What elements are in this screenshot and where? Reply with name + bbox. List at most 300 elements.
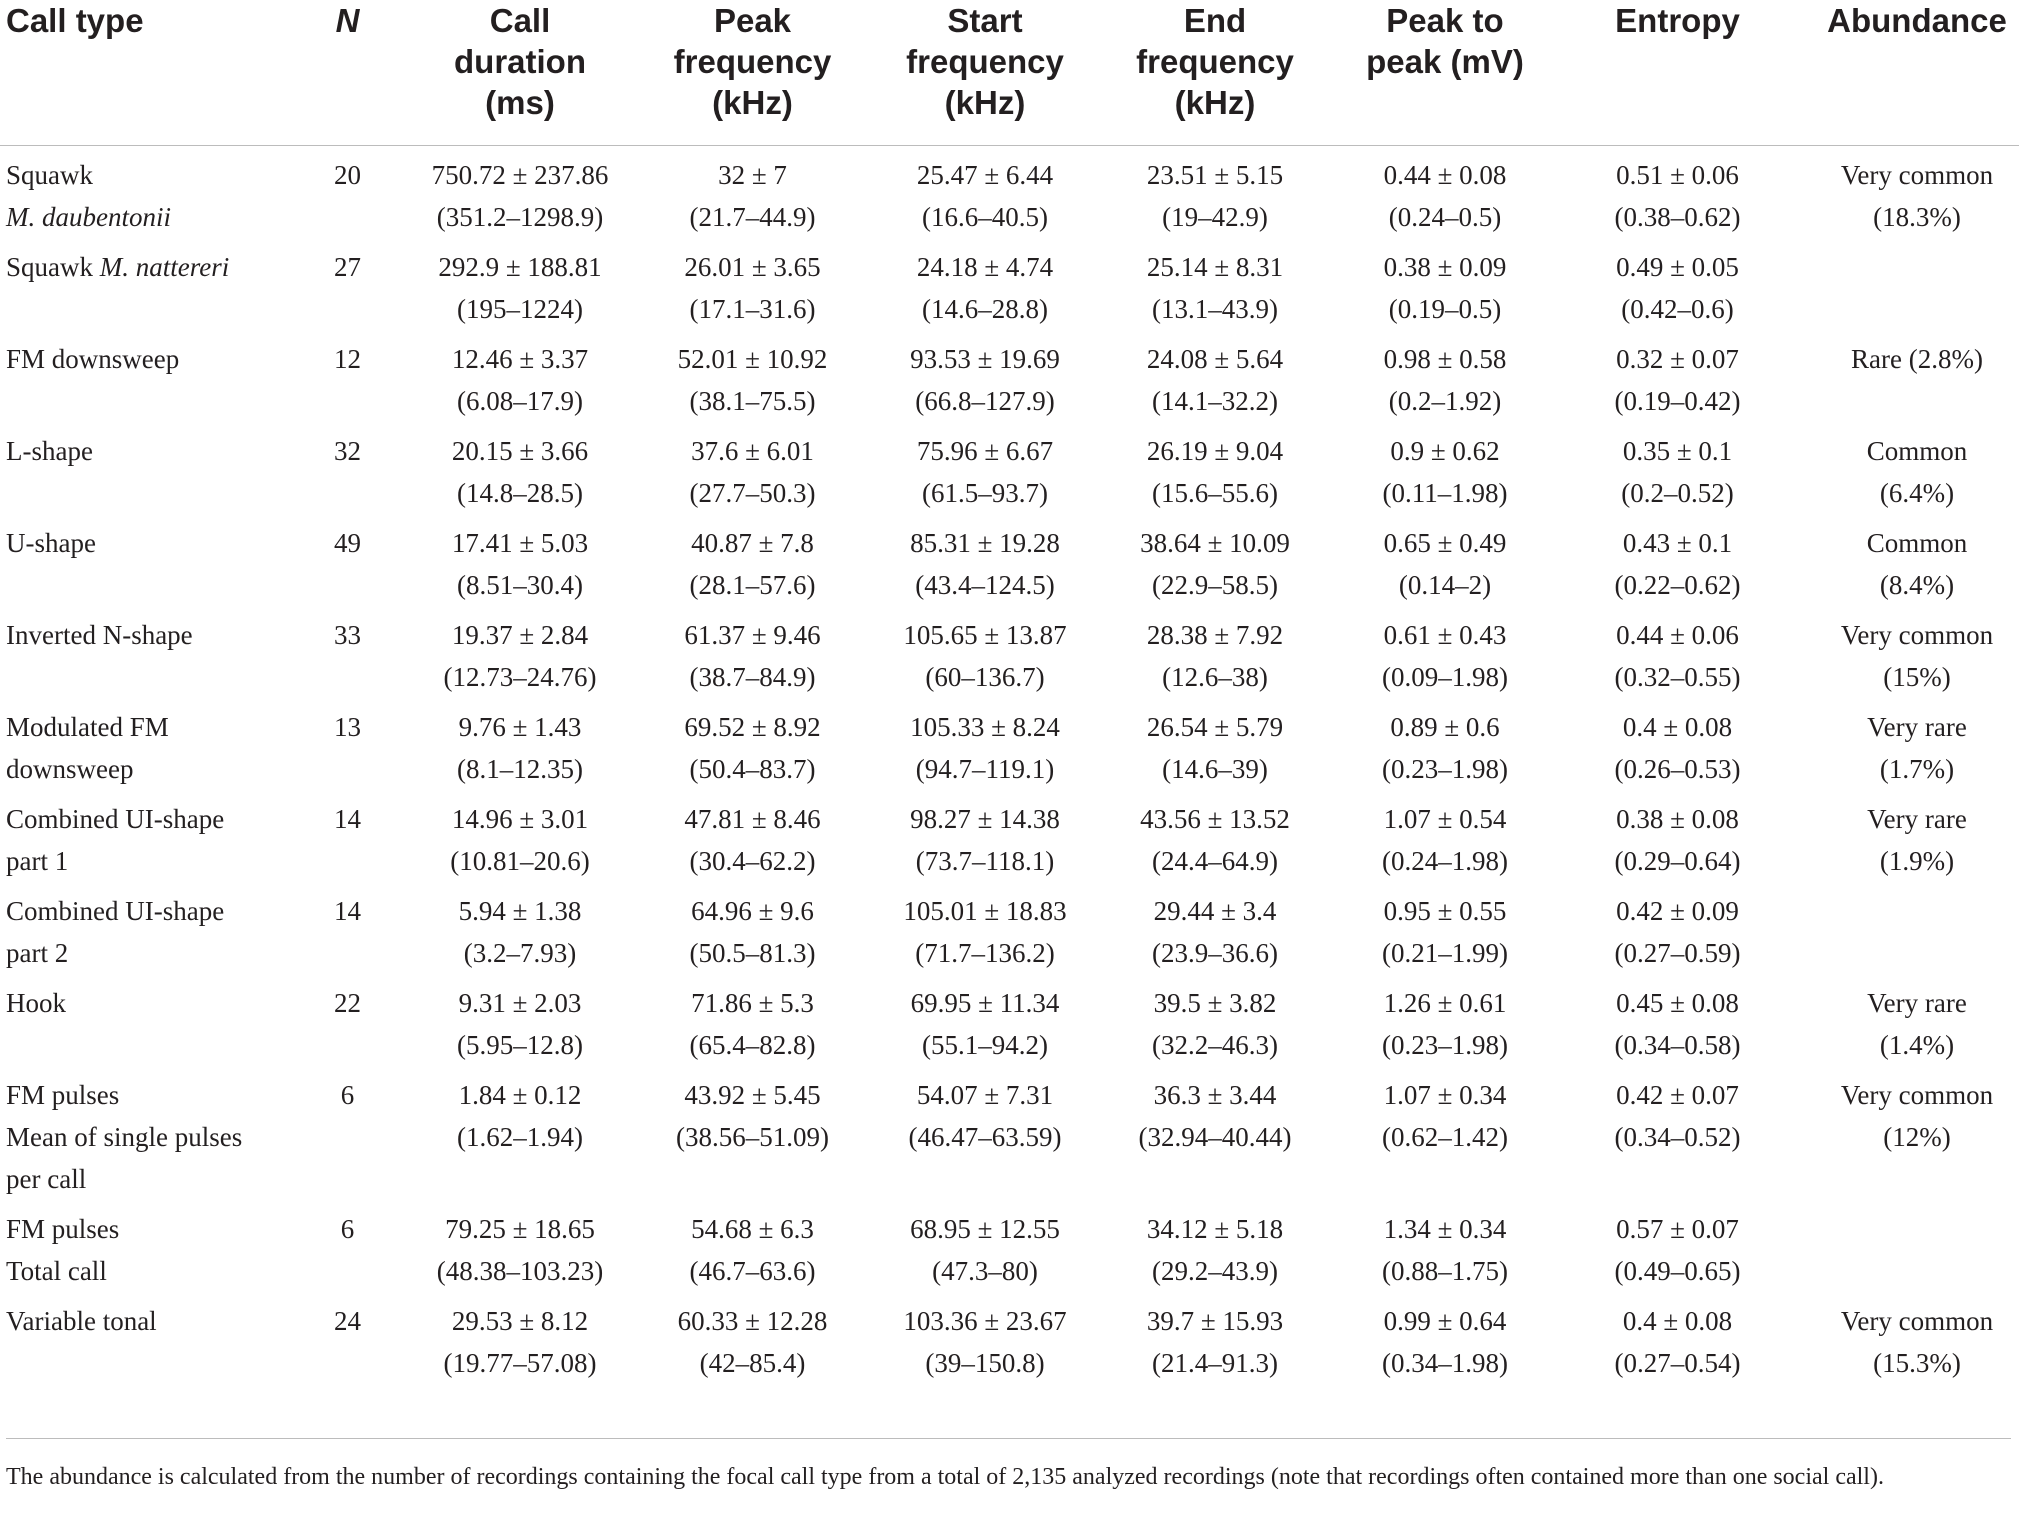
- entropy-line: (0.27–0.59): [1614, 938, 1741, 968]
- p2p-line: 1.07 ± 0.34: [1383, 1080, 1507, 1110]
- cell-start: [870, 890, 1100, 974]
- start-line: 98.27 ± 14.38: [910, 804, 1060, 834]
- peak-line: (42–85.4): [699, 1348, 806, 1378]
- abundance-line: (1.7%): [1879, 754, 1955, 784]
- row-spacer: [0, 1200, 2019, 1208]
- duration-line: (351.2–1298.9): [436, 202, 604, 232]
- peak-line: 60.33 ± 12.28: [677, 1306, 828, 1336]
- cell-n: 6: [340, 1080, 355, 1110]
- cell-peak: [635, 430, 870, 514]
- cell-p2p: [1330, 154, 1560, 238]
- duration-line: (6.08–17.9): [457, 386, 583, 416]
- cell-entropy: [1560, 338, 1795, 422]
- duration-line: (48.38–103.23): [436, 1256, 604, 1286]
- call-type-line: FM pulses: [6, 1080, 120, 1110]
- cell-abundance: [1795, 706, 2019, 790]
- cell-duration: [405, 890, 635, 974]
- row-spacer: [0, 882, 2019, 890]
- table-row: [0, 522, 2019, 606]
- entropy-line: 0.44 ± 0.06: [1616, 620, 1739, 650]
- cell-abundance: [1795, 246, 2019, 330]
- cell-duration: [405, 430, 635, 514]
- start-line: (55.1–94.2): [922, 1030, 1048, 1060]
- abundance-line: Very rare: [1867, 988, 1967, 1018]
- duration-line: (5.95–12.8): [457, 1030, 583, 1060]
- start-line: 105.65 ± 13.87: [903, 620, 1067, 650]
- start-line: 93.53 ± 19.69: [910, 344, 1060, 374]
- cell-call-type: [0, 798, 290, 882]
- p2p-line: 0.65 ± 0.49: [1383, 528, 1507, 558]
- row-spacer: [0, 422, 2019, 430]
- header-peak-frequency: Peak frequency (kHz): [673, 2, 832, 121]
- duration-line: (10.81–20.6): [450, 846, 590, 876]
- cell-duration: [405, 798, 635, 882]
- abundance-line: Common: [1866, 436, 1968, 466]
- cell-call-type: [0, 982, 290, 1066]
- cell-abundance: [1795, 1208, 2019, 1292]
- cell-peak: [635, 1208, 870, 1292]
- table-body: [0, 146, 2019, 1393]
- cell-end: [1100, 798, 1330, 882]
- cell-start: [870, 706, 1100, 790]
- peak-line: 71.86 ± 5.3: [691, 988, 814, 1018]
- cell-duration: [405, 522, 635, 606]
- start-line: 68.95 ± 12.55: [910, 1214, 1060, 1244]
- cell-start: [870, 1300, 1100, 1384]
- entropy-line: 0.38 ± 0.08: [1616, 804, 1739, 834]
- cell-peak: [635, 1300, 870, 1384]
- entropy-line: 0.57 ± 0.07: [1616, 1214, 1739, 1244]
- peak-line: 40.87 ± 7.8: [691, 528, 814, 558]
- cell-duration: [405, 1300, 635, 1384]
- table-row: [0, 706, 2019, 790]
- call-type-line: part 1: [6, 846, 69, 876]
- cell-duration: [405, 338, 635, 422]
- cell-start: [870, 154, 1100, 238]
- start-line: 105.01 ± 18.83: [903, 896, 1067, 926]
- peak-line: 52.01 ± 10.92: [677, 344, 828, 374]
- cell-peak: [635, 522, 870, 606]
- cell-n: 20: [334, 160, 361, 190]
- cell-abundance: [1795, 338, 2019, 422]
- cell-peak: [635, 154, 870, 238]
- cell-call-type: [0, 890, 290, 974]
- entropy-line: (0.34–0.52): [1614, 1122, 1741, 1152]
- peak-line: 32 ± 7: [718, 160, 787, 190]
- call-type-line: Inverted N-shape: [6, 620, 193, 650]
- cell-peak: [635, 798, 870, 882]
- p2p-line: 0.44 ± 0.08: [1383, 160, 1507, 190]
- cell-call-type: [0, 1300, 290, 1384]
- p2p-line: 0.61 ± 0.43: [1383, 620, 1507, 650]
- cell-call-type: [0, 522, 290, 606]
- cell-call-type: [0, 338, 290, 422]
- duration-line: (1.62–1.94): [457, 1122, 583, 1152]
- cell-end: [1100, 982, 1330, 1066]
- entropy-line: (0.27–0.54): [1614, 1348, 1741, 1378]
- entropy-line: 0.45 ± 0.08: [1616, 988, 1739, 1018]
- cell-end: [1100, 522, 1330, 606]
- row-spacer: [0, 790, 2019, 798]
- call-type-line: Combined UI-shape: [6, 896, 225, 926]
- entropy-line: 0.42 ± 0.09: [1616, 896, 1739, 926]
- end-line: 25.14 ± 8.31: [1146, 252, 1284, 282]
- cell-start: [870, 1208, 1100, 1292]
- cell-entropy: [1560, 1208, 1795, 1292]
- cell-end: [1100, 1300, 1330, 1384]
- duration-line: 29.53 ± 8.12: [451, 1306, 589, 1336]
- p2p-line: (0.62–1.42): [1382, 1122, 1508, 1152]
- cell-entropy: [1560, 890, 1795, 974]
- entropy-line: (0.2–0.52): [1621, 478, 1734, 508]
- peak-line: 69.52 ± 8.92: [684, 712, 821, 742]
- peak-line: (38.56–51.09): [676, 1122, 829, 1152]
- p2p-line: (0.23–1.98): [1382, 1030, 1508, 1060]
- cell-entropy: [1560, 614, 1795, 698]
- entropy-line: 0.51 ± 0.06: [1616, 160, 1739, 190]
- entropy-line: (0.42–0.6): [1621, 294, 1734, 324]
- call-type-line: per call: [6, 1164, 87, 1194]
- end-line: 26.19 ± 9.04: [1146, 436, 1284, 466]
- peak-line: 26.01 ± 3.65: [684, 252, 821, 282]
- call-type-line: Variable tonal: [6, 1306, 157, 1336]
- cell-entropy: [1560, 1074, 1795, 1200]
- entropy-line: (0.34–0.58): [1614, 1030, 1741, 1060]
- duration-line: (8.1–12.35): [457, 754, 583, 784]
- abundance-line: (12%): [1883, 1122, 1951, 1152]
- cell-abundance: [1795, 154, 2019, 238]
- entropy-line: 0.35 ± 0.1: [1622, 436, 1733, 466]
- cell-start: [870, 982, 1100, 1066]
- cell-n: 33: [334, 620, 361, 650]
- end-line: (21.4–91.3): [1152, 1348, 1278, 1378]
- header-duration: Call duration (ms): [454, 2, 586, 121]
- p2p-line: 0.89 ± 0.6: [1390, 712, 1500, 742]
- end-line: 29.44 ± 3.4: [1153, 896, 1277, 926]
- row-spacer: [0, 330, 2019, 338]
- start-line: (14.6–28.8): [922, 294, 1048, 324]
- start-line: (46.47–63.59): [908, 1122, 1062, 1152]
- cell-call-type: [0, 1074, 290, 1200]
- end-line: (32.2–46.3): [1152, 1030, 1278, 1060]
- cell-call-type: [0, 614, 290, 698]
- entropy-line: 0.32 ± 0.07: [1616, 344, 1739, 374]
- p2p-line: 1.07 ± 0.54: [1383, 804, 1507, 834]
- row-spacer: [0, 1066, 2019, 1074]
- duration-line: 19.37 ± 2.84: [451, 620, 589, 650]
- start-line: 103.36 ± 23.67: [903, 1306, 1067, 1336]
- abundance-line: (15.3%): [1873, 1348, 1961, 1378]
- peak-line: (27.7–50.3): [689, 478, 816, 508]
- abundance-line: (15%): [1883, 662, 1951, 692]
- footnote: The abundance is calculated from the number of recordings containing the focal call type from a total of 2,135 analyzed recordings (note that recordings often contained more than one social call).: [6, 1464, 1884, 1490]
- entropy-line: (0.26–0.53): [1614, 754, 1741, 784]
- table-row: [0, 982, 2019, 1066]
- call-type-line: Total call: [6, 1256, 107, 1286]
- call-type-line: part 2: [6, 938, 69, 968]
- cell-n: 14: [334, 804, 361, 834]
- cell-call-type: [0, 430, 290, 514]
- p2p-line: (0.34–1.98): [1382, 1348, 1508, 1378]
- cell-end: [1100, 154, 1330, 238]
- row-spacer: [0, 606, 2019, 614]
- p2p-line: (0.2–1.92): [1388, 386, 1502, 416]
- call-type-line: Squawk: [6, 252, 100, 282]
- cell-call-type: [0, 154, 290, 238]
- end-line: 34.12 ± 5.18: [1146, 1214, 1284, 1244]
- start-line: 105.33 ± 8.24: [910, 712, 1060, 742]
- call-type-line: Mean of single pulses: [6, 1122, 243, 1152]
- start-line: (61.5–93.7): [922, 478, 1048, 508]
- end-line: 39.7 ± 15.93: [1146, 1306, 1284, 1336]
- cell-start: [870, 614, 1100, 698]
- spacer: [0, 146, 2019, 154]
- end-line: 36.3 ± 3.44: [1153, 1080, 1277, 1110]
- cell-entropy: [1560, 246, 1795, 330]
- cell-p2p: [1330, 890, 1560, 974]
- duration-line: 1.84 ± 0.12: [458, 1080, 582, 1110]
- cell-duration: [405, 1074, 635, 1200]
- footnote-rule: [6, 1438, 2011, 1439]
- cell-duration: [405, 982, 635, 1066]
- table-row: [0, 798, 2019, 882]
- end-line: (29.2–43.9): [1152, 1256, 1278, 1286]
- entropy-line: (0.49–0.65): [1614, 1256, 1741, 1286]
- duration-line: 750.72 ± 237.86: [431, 160, 609, 190]
- duration-line: 9.76 ± 1.43: [458, 712, 582, 742]
- duration-line: 14.96 ± 3.01: [451, 804, 589, 834]
- cell-peak: [635, 982, 870, 1066]
- entropy-line: 0.4 ± 0.08: [1622, 1306, 1733, 1336]
- row-spacer: [0, 514, 2019, 522]
- cell-end: [1100, 338, 1330, 422]
- cell-start: [870, 798, 1100, 882]
- cell-abundance: [1795, 982, 2019, 1066]
- start-line: (94.7–119.1): [915, 754, 1055, 784]
- abundance-line: Very common: [1840, 1080, 1994, 1110]
- start-line: 54.07 ± 7.31: [916, 1080, 1054, 1110]
- header-abundance: Abundance: [1827, 2, 2007, 39]
- duration-line: 79.25 ± 18.65: [445, 1214, 595, 1244]
- call-type-line: U-shape: [6, 528, 96, 558]
- duration-line: 9.31 ± 2.03: [458, 988, 582, 1018]
- cell-n: 22: [334, 988, 361, 1018]
- cell-end: [1100, 430, 1330, 514]
- entropy-line: 0.4 ± 0.08: [1622, 712, 1733, 742]
- abundance-line: Very common: [1840, 160, 1994, 190]
- cell-p2p: [1330, 246, 1560, 330]
- abundance-line: Very common: [1840, 1306, 1994, 1336]
- entropy-line: 0.43 ± 0.1: [1622, 528, 1733, 558]
- cell-p2p: [1330, 430, 1560, 514]
- entropy-line: (0.32–0.55): [1614, 662, 1741, 692]
- table-row: [0, 338, 2019, 422]
- p2p-line: 0.38 ± 0.09: [1383, 252, 1507, 282]
- cell-p2p: [1330, 982, 1560, 1066]
- duration-line: 12.46 ± 3.37: [451, 344, 589, 374]
- end-line: 26.54 ± 5.79: [1146, 712, 1284, 742]
- peak-line: (30.4–62.2): [689, 846, 816, 876]
- entropy-line: 0.42 ± 0.07: [1616, 1080, 1739, 1110]
- abundance-line: Very common: [1840, 620, 1994, 650]
- cell-end: [1100, 1074, 1330, 1200]
- header-call-type: Call type: [6, 2, 144, 39]
- peak-line: (65.4–82.8): [689, 1030, 816, 1060]
- call-type-line: Squawk: [6, 160, 93, 190]
- start-line: (71.7–136.2): [915, 938, 1055, 968]
- cell-entropy: [1560, 522, 1795, 606]
- call-type-line: M. nattereri: [99, 252, 230, 282]
- abundance-line: Common: [1866, 528, 1968, 558]
- cell-end: [1100, 1208, 1330, 1292]
- cell-entropy: [1560, 798, 1795, 882]
- cell-peak: [635, 706, 870, 790]
- call-type-line: downsweep: [6, 754, 134, 784]
- cell-abundance: [1795, 798, 2019, 882]
- start-line: (73.7–118.1): [915, 846, 1055, 876]
- header-start-frequency: Start frequency (kHz): [906, 2, 1064, 121]
- peak-line: (50.4–83.7): [689, 754, 816, 784]
- duration-line: (8.51–30.4): [457, 570, 583, 600]
- peak-line: 43.92 ± 5.45: [684, 1080, 821, 1110]
- cell-start: [870, 246, 1100, 330]
- start-line: (16.6–40.5): [922, 202, 1048, 232]
- cell-entropy: [1560, 706, 1795, 790]
- cell-start: [870, 1074, 1100, 1200]
- p2p-line: (0.21–1.99): [1382, 938, 1508, 968]
- p2p-line: 0.95 ± 0.55: [1383, 896, 1507, 926]
- cell-p2p: [1330, 1208, 1560, 1292]
- start-line: (66.8–127.9): [915, 386, 1055, 416]
- end-line: 24.08 ± 5.64: [1146, 344, 1284, 374]
- p2p-line: (0.24–1.98): [1382, 846, 1508, 876]
- p2p-line: 1.34 ± 0.34: [1383, 1214, 1507, 1244]
- peak-line: (46.7–63.6): [689, 1256, 816, 1286]
- cell-n: 6: [340, 1214, 355, 1244]
- cell-entropy: [1560, 154, 1795, 238]
- end-line: (24.4–64.9): [1152, 846, 1278, 876]
- cell-call-type: [0, 1208, 290, 1292]
- cell-p2p: [1330, 338, 1560, 422]
- row-spacer: [0, 1292, 2019, 1300]
- cell-start: [870, 430, 1100, 514]
- end-line: (32.94–40.44): [1138, 1122, 1292, 1152]
- cell-duration: [405, 614, 635, 698]
- abundance-line: (18.3%): [1873, 202, 1961, 232]
- call-type-line: M. daubentonii: [6, 202, 171, 232]
- cell-end: [1100, 246, 1330, 330]
- duration-line: (19.77–57.08): [443, 1348, 597, 1378]
- start-line: (47.3–80): [932, 1256, 1038, 1286]
- cell-peak: [635, 1074, 870, 1200]
- abundance-line: Very rare: [1867, 712, 1967, 742]
- table-row: [0, 614, 2019, 698]
- p2p-line: (0.19–0.5): [1388, 294, 1502, 324]
- cell-p2p: [1330, 614, 1560, 698]
- cell-abundance: [1795, 1300, 2019, 1384]
- header-peak-to-peak: Peak to peak (mV): [1366, 2, 1524, 80]
- peak-line: (28.1–57.6): [689, 570, 816, 600]
- row-spacer: [0, 238, 2019, 246]
- cell-entropy: [1560, 1300, 1795, 1384]
- duration-line: 5.94 ± 1.38: [458, 896, 582, 926]
- entropy-line: (0.38–0.62): [1614, 202, 1741, 232]
- header-end-frequency: End frequency (kHz): [1136, 2, 1294, 121]
- cell-entropy: [1560, 982, 1795, 1066]
- cell-start: [870, 522, 1100, 606]
- cell-end: [1100, 890, 1330, 974]
- end-line: (13.1–43.9): [1152, 294, 1278, 324]
- cell-n: 14: [334, 896, 361, 926]
- table-row: [0, 154, 2019, 238]
- cell-peak: [635, 614, 870, 698]
- call-type-line: L-shape: [6, 436, 93, 466]
- start-line: 25.47 ± 6.44: [916, 160, 1054, 190]
- p2p-line: 0.98 ± 0.58: [1383, 344, 1507, 374]
- duration-line: (3.2–7.93): [463, 938, 577, 968]
- start-line: 85.31 ± 19.28: [910, 528, 1060, 558]
- peak-line: 37.6 ± 6.01: [691, 436, 814, 466]
- header-n: N: [335, 2, 360, 39]
- p2p-line: 1.26 ± 0.61: [1383, 988, 1507, 1018]
- p2p-line: 0.9 ± 0.62: [1390, 436, 1500, 466]
- duration-line: (12.73–24.76): [443, 662, 597, 692]
- table-row: [0, 1208, 2019, 1292]
- cell-peak: [635, 338, 870, 422]
- start-line: (60–136.7): [925, 662, 1045, 692]
- cell-peak: [635, 890, 870, 974]
- cell-call-type: [0, 246, 290, 330]
- peak-line: 47.81 ± 8.46: [684, 804, 821, 834]
- cell-p2p: [1330, 706, 1560, 790]
- end-line: (19–42.9): [1162, 202, 1268, 232]
- abundance-line: (1.9%): [1879, 846, 1955, 876]
- cell-end: [1100, 614, 1330, 698]
- cell-end: [1100, 706, 1330, 790]
- cell-duration: [405, 1208, 635, 1292]
- abundance-line: (8.4%): [1879, 570, 1955, 600]
- end-line: (14.1–32.2): [1152, 386, 1278, 416]
- cell-p2p: [1330, 1074, 1560, 1200]
- row-spacer: [0, 974, 2019, 982]
- peak-line: (17.1–31.6): [689, 294, 816, 324]
- peak-line: 64.96 ± 9.6: [691, 896, 814, 926]
- peak-line: (38.7–84.9): [689, 662, 816, 692]
- end-line: (15.6–55.6): [1152, 478, 1278, 508]
- entropy-line: (0.22–0.62): [1614, 570, 1741, 600]
- call-type-line: Hook: [6, 988, 66, 1018]
- cell-duration: [405, 706, 635, 790]
- entropy-line: 0.49 ± 0.05: [1616, 252, 1739, 282]
- cell-n: 12: [334, 344, 361, 374]
- cell-call-type: [0, 706, 290, 790]
- end-line: (12.6–38): [1162, 662, 1268, 692]
- duration-line: (14.8–28.5): [457, 478, 583, 508]
- peak-line: (50.5–81.3): [689, 938, 816, 968]
- cell-start: [870, 338, 1100, 422]
- peak-line: (21.7–44.9): [689, 202, 816, 232]
- start-line: 75.96 ± 6.67: [916, 436, 1054, 466]
- p2p-line: (0.14–2): [1398, 570, 1492, 600]
- peak-line: 61.37 ± 9.46: [684, 620, 821, 650]
- header-entropy: Entropy: [1615, 2, 1740, 39]
- start-line: (43.4–124.5): [915, 570, 1055, 600]
- p2p-line: (0.88–1.75): [1382, 1256, 1508, 1286]
- cell-n: 24: [334, 1306, 361, 1336]
- end-line: 28.38 ± 7.92: [1146, 620, 1284, 650]
- cell-peak: [635, 246, 870, 330]
- table-row: [0, 1074, 2019, 1200]
